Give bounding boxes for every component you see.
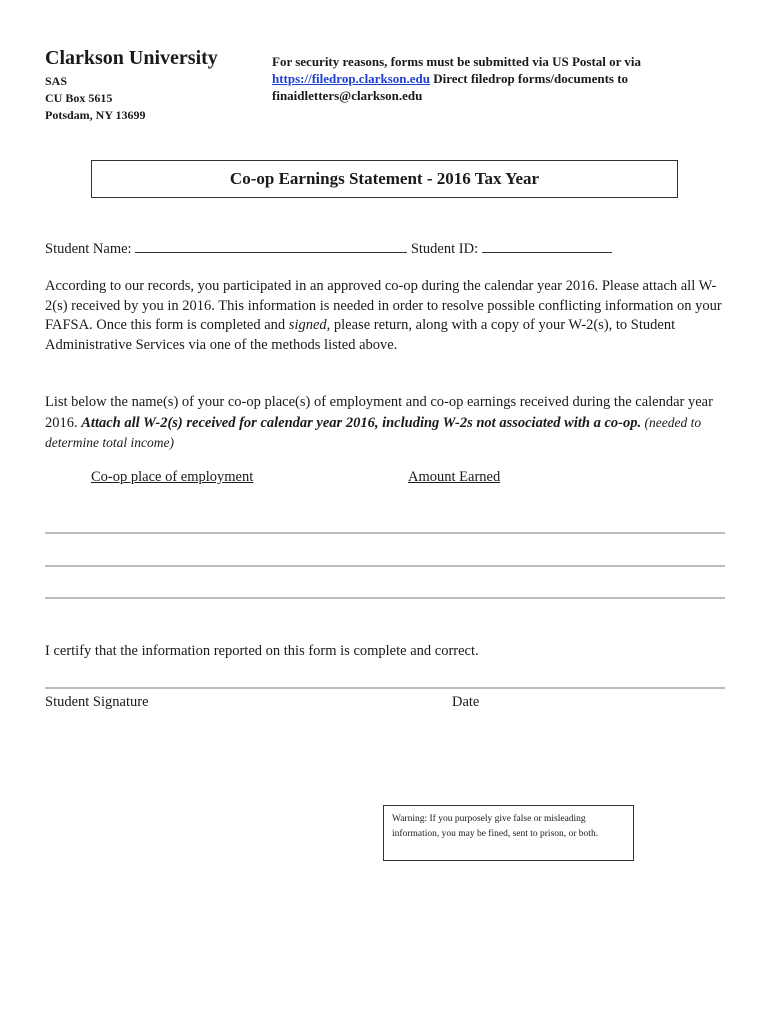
signature-line[interactable]: [45, 687, 725, 689]
column-header-employment: Co-op place of employment: [91, 469, 254, 485]
university-name: Clarkson University: [45, 47, 218, 69]
address-line: Potsdam, NY 13699: [45, 108, 146, 122]
student-name-label: Student Name:: [45, 241, 132, 257]
student-id-label: Student ID:: [410, 241, 479, 257]
student-signature-label: Student Signature: [45, 694, 149, 710]
employment-entry-line[interactable]: [45, 532, 725, 534]
student-name-field[interactable]: [135, 238, 407, 253]
instructions-paragraph: [45, 277, 735, 355]
security-note: [272, 53, 712, 104]
income-note: (needed to determine total income): [45, 414, 702, 450]
employment-entry-line[interactable]: [45, 597, 725, 599]
employment-instructions-text: List below the name(s) of your co-op place(s) of employment and co-op earnings received during the calendar year 2016.: [45, 394, 713, 431]
address-line: CU Box 5615: [45, 91, 113, 105]
form-title: Co-op Earnings Statement - 2016 Tax Year: [91, 160, 678, 198]
column-header-amount: Amount Earned: [408, 469, 501, 485]
certification-statement: I certify that the information reported on this form is complete and correct.: [45, 643, 479, 659]
filedrop-link[interactable]: https://filedrop.clarkson.edu: [272, 71, 430, 86]
address-line: SAS: [45, 74, 68, 88]
attach-w2-notice: Attach all W-2(s) received for calendar year 2016, including W-2s not associated with a co-op.: [81, 414, 642, 431]
employment-entry-line[interactable]: [45, 565, 725, 567]
student-info-line: [45, 238, 612, 260]
instructions-signed: signed: [288, 317, 327, 333]
security-note-text: For security reasons, forms must be submitted via US Postal or via: [272, 54, 642, 69]
mailing-address: [45, 73, 146, 124]
employment-instructions: [45, 393, 735, 454]
security-note-text-end: Direct filedrop forms/documents to finaidletters@clarkson.edu: [272, 71, 629, 103]
instructions-text-end: , please return, along with a copy of your W-2(s), to Student Administrative Services via one of the methods listed above.: [45, 317, 676, 353]
date-label: Date: [452, 694, 480, 710]
warning-box: Warning: If you purposely give false or misleading information, you may be fined, sent to prison, or both.: [383, 805, 634, 861]
student-id-field[interactable]: [482, 238, 612, 253]
instructions-text: According to our records, you participated in an approved co-op during the calendar year 2016. Please attach all W-2(s) received by you in 2016. This information is needed in order to resolve possible conflicting information on your FAFSA. Once this form is completed and: [45, 278, 722, 333]
